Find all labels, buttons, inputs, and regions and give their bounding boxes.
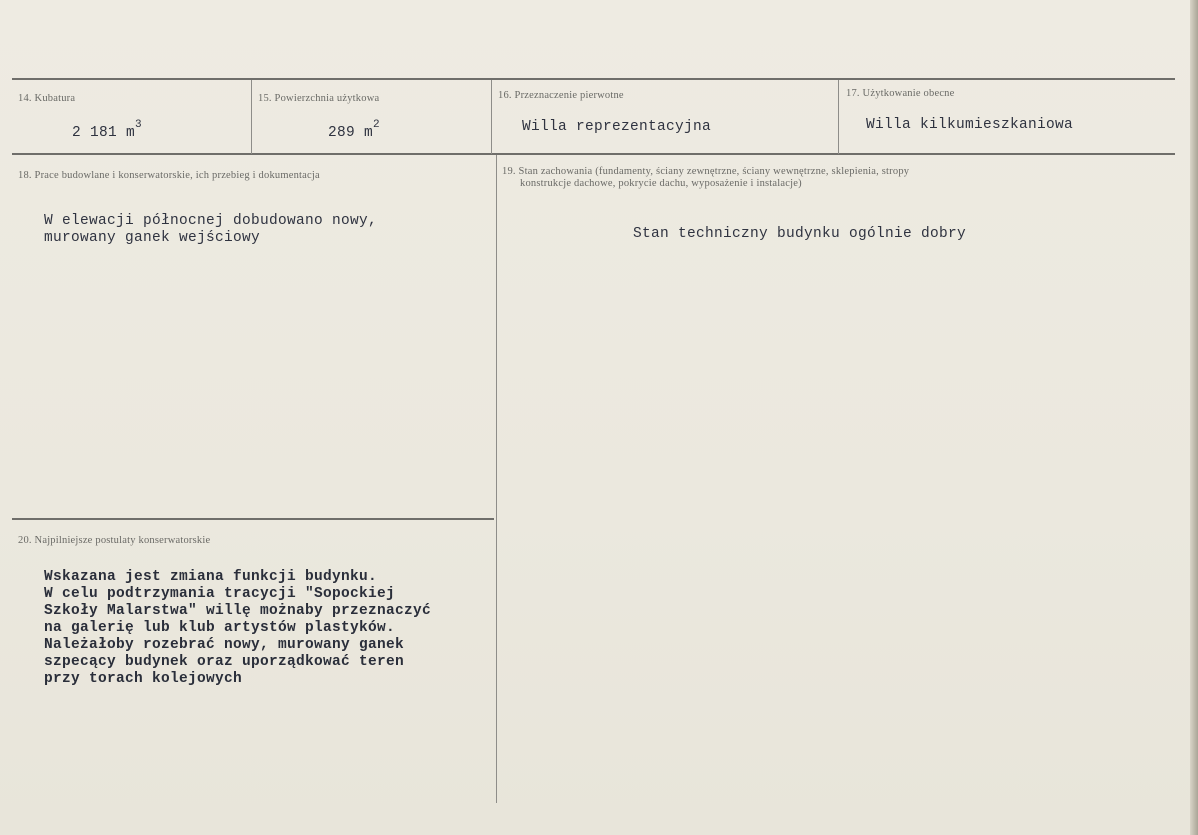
- field-18-line-1: W elewacji północnej dobudowano nowy,: [44, 213, 378, 229]
- card-edge: [1190, 0, 1198, 835]
- field-19-label-line-2: konstrukcje dachowe, pokrycie dachu, wyposażenie i instalacje): [520, 178, 802, 189]
- field-20-line-1: Wskazana jest zmiana funkcji budynku.: [44, 569, 378, 585]
- field-14-unit-exponent: 3: [135, 119, 142, 131]
- field-19-label-line-1: 19. Stan zachowania (fundamenty, ściany zewnętrzne, ściany wewnętrzne, sklepienia, stropy: [502, 166, 910, 177]
- field-16-label: 16. Przeznaczenie pierwotne: [498, 90, 624, 101]
- field-20-line-5: Należałoby rozebrać nowy, murowany ganek: [44, 637, 405, 653]
- field20-rule: [12, 518, 494, 520]
- divider-14-15: [251, 80, 252, 154]
- field-19-value: Stan techniczny budynku ogólnie dobry: [633, 226, 967, 242]
- field-14-label: 14. Kubatura: [18, 93, 76, 104]
- field-18-label: 18. Prace budowlane i konserwatorskie, ich przebieg i dokumentacja: [18, 170, 320, 181]
- divider-main: [496, 155, 497, 803]
- field-17-value: Willa kilkumieszkaniowa: [866, 117, 1074, 133]
- divider-15-16: [491, 80, 492, 154]
- field-18-line-2: murowany ganek wejściowy: [44, 230, 261, 246]
- field-15-label: 15. Powierzchnia użytkowa: [258, 93, 380, 104]
- field-15-value: 289 $m^2$: [328, 119, 380, 141]
- field-14-value: 2 181 $m^3$: [72, 119, 142, 141]
- field-16-value: Willa reprezentacyjna: [522, 119, 712, 135]
- field-20-line-7: przy torach kolejowych: [44, 671, 243, 687]
- field-20-line-4: na galerię lub klub artystów plastyków.: [44, 620, 396, 636]
- divider-16-17: [838, 80, 839, 154]
- row1-rule: [12, 153, 1175, 155]
- field-20-label: 20. Najpilniejsze postulaty konserwatorskie: [18, 535, 211, 546]
- top-rule: [12, 78, 1175, 80]
- field-17-label: 17. Użytkowanie obecne: [846, 88, 955, 99]
- field-20-line-6: szpecący budynek oraz uporządkować teren: [44, 654, 405, 670]
- field-20-line-2: W celu podtrzymania tracycji "Sopockiej: [44, 586, 396, 602]
- field-20-line-3: Szkoły Malarstwa" willę możnaby przeznaczyć: [44, 603, 432, 619]
- field-15-unit-exponent: 2: [373, 119, 380, 131]
